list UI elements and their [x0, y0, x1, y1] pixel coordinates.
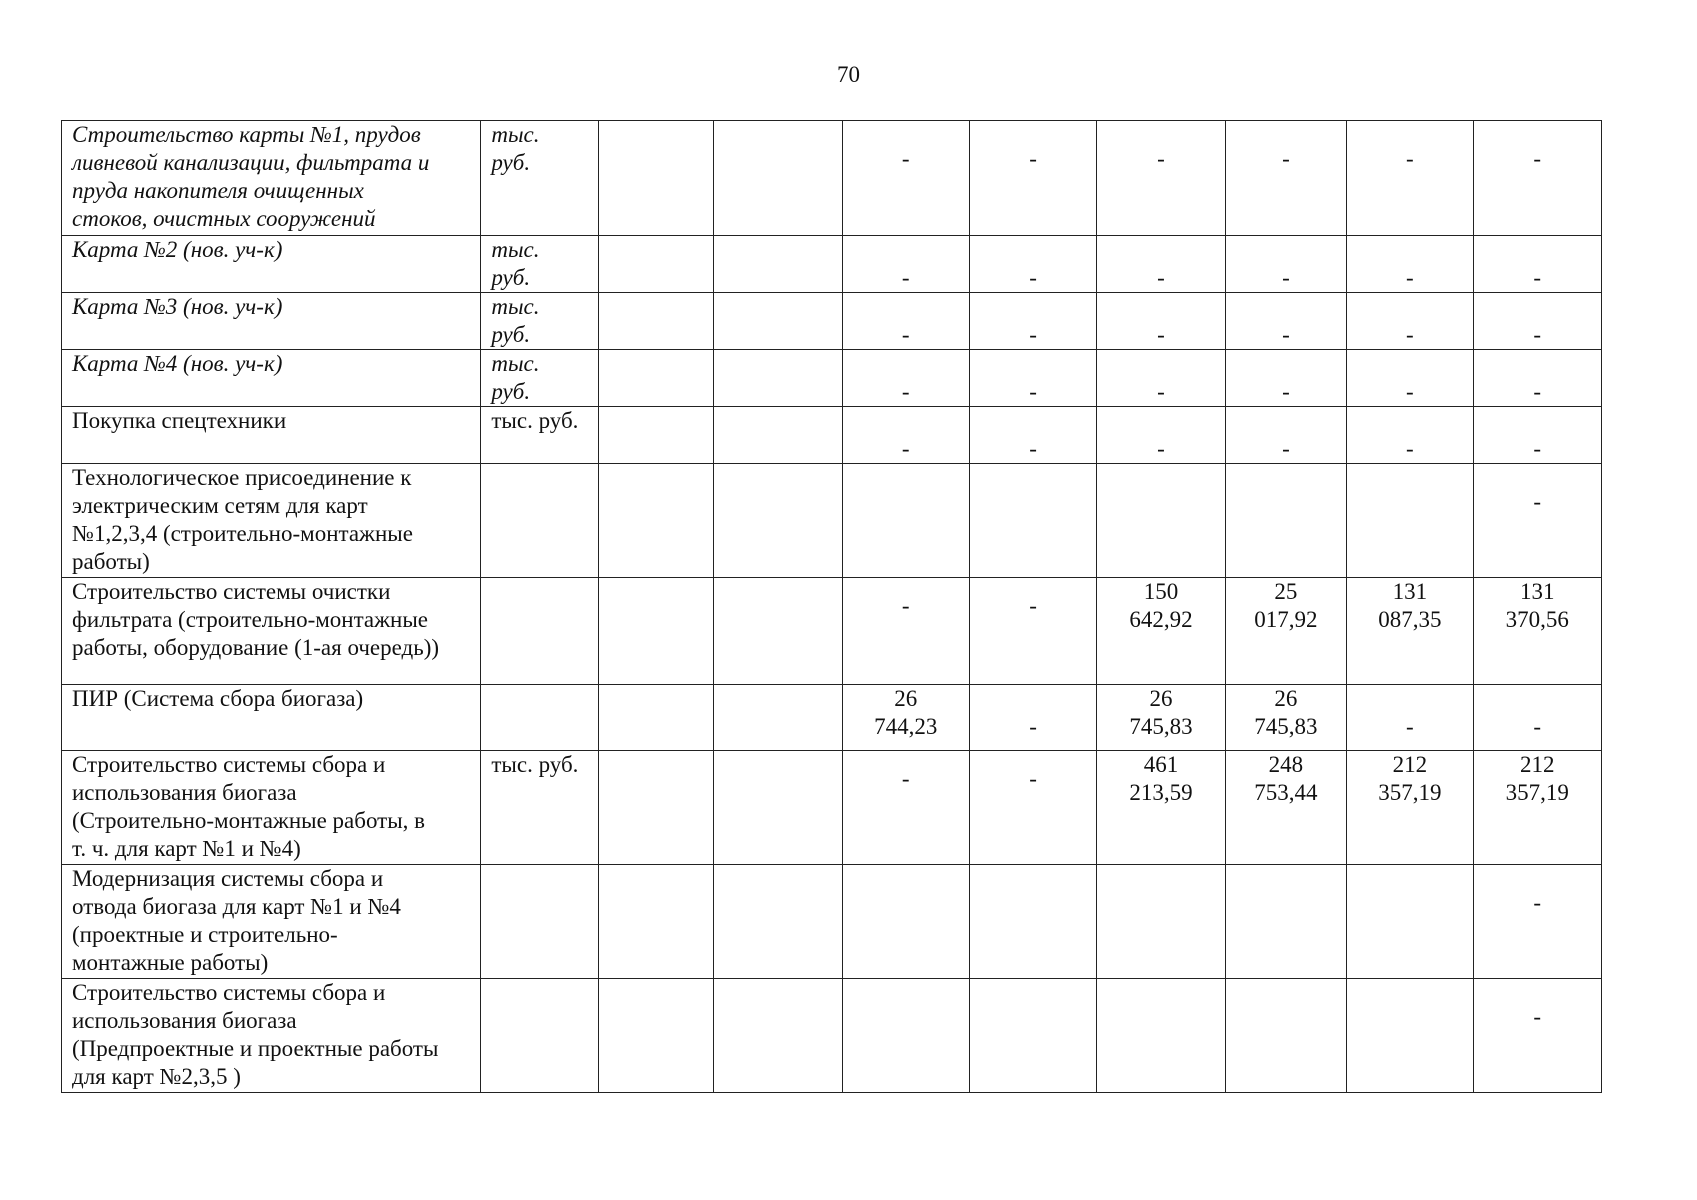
numeric-value: 26 744,23	[874, 686, 938, 739]
row-name-line: (Предпроектные и проектные работы	[72, 1036, 439, 1061]
value-cell	[1097, 685, 1225, 751]
value-cell	[1473, 865, 1601, 979]
row-unit	[481, 464, 598, 578]
row-name	[62, 350, 481, 407]
dash-value: -	[901, 379, 910, 404]
dash-value: -	[1533, 1004, 1542, 1029]
value-cell	[969, 578, 1096, 685]
page-number: 70	[837, 62, 860, 87]
value-cell	[1225, 979, 1346, 1093]
dash-value: -	[1533, 265, 1542, 290]
dash-value: -	[1282, 436, 1290, 461]
row-name-line: работы)	[72, 549, 150, 574]
row-name	[62, 685, 481, 751]
value-cell	[714, 979, 842, 1093]
dash-value: -	[901, 146, 910, 171]
row-name-line: Карта №4 (нов. уч-к)	[72, 351, 283, 376]
value-cell	[598, 121, 713, 236]
value-cell	[714, 121, 842, 236]
row-name-line: Строительство системы очистки	[72, 579, 391, 604]
dash-value: -	[1029, 322, 1037, 347]
dash-value: -	[1029, 436, 1037, 461]
value-cell	[714, 578, 842, 685]
dash-value: -	[901, 322, 910, 347]
row-unit	[481, 293, 598, 350]
dash-value: -	[1533, 146, 1542, 171]
value-cell	[1347, 407, 1473, 464]
value-cell	[1225, 293, 1346, 350]
value-cell	[714, 407, 842, 464]
dash-value: -	[1282, 146, 1290, 171]
value-cell	[598, 751, 713, 865]
table-row	[62, 121, 1602, 236]
row-name-line: т. ч. для карт №1 и №4)	[72, 836, 301, 861]
row-name-line: Покупка спецтехники	[72, 408, 287, 433]
value-cell	[842, 685, 969, 751]
dash-value: -	[1282, 265, 1290, 290]
row-unit-line: руб.	[491, 322, 531, 347]
row-unit-line: тыс. руб.	[491, 408, 579, 433]
numeric-value: 212 357,19	[1378, 752, 1442, 805]
value-cell	[714, 350, 842, 407]
row-name	[62, 865, 481, 979]
table-row	[62, 464, 1602, 578]
value-cell	[714, 236, 842, 293]
value-cell	[969, 236, 1096, 293]
value-cell	[842, 293, 969, 350]
value-cell	[598, 685, 713, 751]
value-cell	[1347, 865, 1473, 979]
table-row	[62, 979, 1602, 1093]
dash-value: -	[1533, 379, 1542, 404]
value-cell	[1347, 236, 1473, 293]
value-cell	[598, 865, 713, 979]
row-name-line: ливневой канализации, фильтрата и	[72, 150, 430, 175]
value-cell	[1473, 578, 1601, 685]
dash-value: -	[1157, 146, 1165, 171]
value-cell	[598, 293, 713, 350]
table-row	[62, 578, 1602, 685]
value-cell	[969, 293, 1096, 350]
value-cell	[1473, 236, 1601, 293]
dash-value: -	[1029, 146, 1037, 171]
value-cell	[598, 578, 713, 685]
value-cell	[842, 350, 969, 407]
value-cell	[1097, 578, 1225, 685]
row-unit	[481, 121, 598, 236]
row-name-line: (проектные и строительно-	[72, 922, 338, 947]
dash-value: -	[1029, 265, 1037, 290]
dash-value: -	[1282, 379, 1290, 404]
table-row	[62, 236, 1602, 293]
row-name-line: использования биогаза	[72, 1008, 297, 1033]
value-cell	[1225, 121, 1346, 236]
row-name-line: электрическим сетям для карт	[72, 493, 368, 518]
dash-value: -	[1533, 489, 1542, 514]
dash-value: -	[1157, 379, 1165, 404]
row-unit	[481, 578, 598, 685]
value-cell	[1225, 464, 1346, 578]
value-cell	[1347, 751, 1473, 865]
value-cell	[1225, 685, 1346, 751]
value-cell	[1347, 464, 1473, 578]
value-cell	[598, 407, 713, 464]
value-cell	[1225, 236, 1346, 293]
row-name	[62, 121, 481, 236]
row-unit-line: тыс.	[491, 122, 540, 147]
row-name-line: пруда накопителя очищенных	[72, 178, 364, 203]
numeric-value: 131 370,56	[1505, 579, 1569, 632]
value-cell	[1473, 293, 1601, 350]
numeric-value: 26 745,83	[1254, 686, 1318, 739]
table-row	[62, 865, 1602, 979]
table-row	[62, 751, 1602, 865]
row-name	[62, 979, 481, 1093]
value-cell	[842, 751, 969, 865]
value-cell	[598, 236, 713, 293]
row-name	[62, 464, 481, 578]
table-row	[62, 350, 1602, 407]
table-body	[62, 121, 1602, 1093]
row-unit-line: руб.	[491, 379, 531, 404]
row-unit	[481, 236, 598, 293]
dash-value: -	[1405, 265, 1414, 290]
dash-value: -	[901, 593, 910, 618]
row-name-line: Карта №2 (нов. уч-к)	[72, 237, 283, 262]
table-row	[62, 685, 1602, 751]
value-cell	[714, 293, 842, 350]
value-cell	[842, 236, 969, 293]
value-cell	[714, 865, 842, 979]
value-cell	[1473, 350, 1601, 407]
value-cell	[1097, 464, 1225, 578]
row-name-line: №1,2,3,4 (строительно-монтажные	[72, 521, 413, 546]
row-unit-line: руб.	[491, 150, 531, 175]
numeric-value: 461 213,59	[1129, 752, 1193, 805]
row-unit	[481, 685, 598, 751]
dash-value: -	[1282, 322, 1290, 347]
value-cell	[1225, 578, 1346, 685]
value-cell	[969, 979, 1096, 1093]
value-cell	[1097, 293, 1225, 350]
table-row	[62, 293, 1602, 350]
row-unit	[481, 865, 598, 979]
value-cell	[714, 751, 842, 865]
numeric-value: 150 642,92	[1129, 579, 1193, 632]
value-cell	[1473, 751, 1601, 865]
dash-value: -	[1029, 379, 1037, 404]
numeric-value: 26 745,83	[1129, 686, 1193, 739]
dash-value: -	[1533, 890, 1542, 915]
value-cell	[714, 685, 842, 751]
value-cell	[1473, 407, 1601, 464]
value-cell	[1097, 751, 1225, 865]
row-name-line: Технологическое присоединение к	[72, 465, 412, 490]
value-cell	[1097, 407, 1225, 464]
row-unit-line: тыс.	[491, 237, 540, 262]
row-name-line: стоков, очистных сооружений	[72, 206, 376, 231]
row-name	[62, 578, 481, 685]
numeric-value: 25 017,92	[1254, 579, 1318, 632]
value-cell	[714, 464, 842, 578]
row-name	[62, 407, 481, 464]
numeric-value: 131 087,35	[1378, 579, 1442, 632]
dash-value: -	[901, 766, 910, 791]
numeric-value: 248 753,44	[1254, 752, 1318, 805]
value-cell	[1097, 236, 1225, 293]
row-name-line: ПИР (Система сбора биогаза)	[72, 686, 364, 711]
value-cell	[1347, 578, 1473, 685]
row-unit	[481, 350, 598, 407]
value-cell	[1225, 751, 1346, 865]
value-cell	[1347, 979, 1473, 1093]
value-cell	[969, 407, 1096, 464]
row-unit	[481, 407, 598, 464]
value-cell	[969, 751, 1096, 865]
row-unit-line: тыс.	[491, 351, 540, 376]
dash-value: -	[1405, 714, 1414, 739]
row-name	[62, 751, 481, 865]
dash-value: -	[1405, 146, 1414, 171]
dash-value: -	[1029, 766, 1037, 791]
value-cell	[842, 865, 969, 979]
row-unit-line: тыс. руб.	[491, 752, 579, 777]
value-cell	[842, 464, 969, 578]
row-name-line: отвода биогаза для карт №1 и №4	[72, 894, 401, 919]
value-cell	[598, 979, 713, 1093]
value-cell	[969, 121, 1096, 236]
row-name-line: Строительство карты №1, прудов	[72, 122, 421, 147]
value-cell	[1473, 464, 1601, 578]
dash-value: -	[1029, 593, 1037, 618]
row-name	[62, 293, 481, 350]
row-unit	[481, 751, 598, 865]
dash-value: -	[1405, 436, 1414, 461]
dash-value: -	[1533, 322, 1542, 347]
value-cell	[842, 407, 969, 464]
row-name-line: для карт №2,3,5 )	[72, 1064, 241, 1089]
value-cell	[842, 578, 969, 685]
value-cell	[1225, 350, 1346, 407]
value-cell	[1347, 685, 1473, 751]
row-name-line: Модернизация системы сбора и	[72, 866, 384, 891]
dash-value: -	[901, 265, 910, 290]
dash-value: -	[1533, 436, 1542, 461]
value-cell	[1473, 979, 1601, 1093]
table-row	[62, 407, 1602, 464]
value-cell	[1225, 407, 1346, 464]
dash-value: -	[1405, 322, 1414, 347]
dash-value: -	[1157, 322, 1165, 347]
dash-value: -	[901, 436, 910, 461]
numeric-value: 212 357,19	[1505, 752, 1569, 805]
row-name-line: Строительство системы сбора и	[72, 752, 386, 777]
value-cell	[1347, 121, 1473, 236]
dash-value: -	[1157, 265, 1165, 290]
row-name-line: использования биогаза	[72, 780, 297, 805]
row-unit-line: руб.	[491, 265, 531, 290]
value-cell	[598, 350, 713, 407]
row-name-line: работы, оборудование (1-ая очередь))	[72, 635, 440, 660]
value-cell	[969, 464, 1096, 578]
value-cell	[1097, 121, 1225, 236]
value-cell	[1097, 865, 1225, 979]
value-cell	[1347, 350, 1473, 407]
value-cell	[842, 121, 969, 236]
row-name-line: (Строительно-монтажные работы, в	[72, 808, 426, 833]
dash-value: -	[1533, 714, 1542, 739]
row-name-line: фильтрата (строительно-монтажные	[72, 607, 429, 632]
row-name-line: Карта №3 (нов. уч-к)	[72, 294, 283, 319]
value-cell	[1473, 685, 1601, 751]
row-name-line: Строительство системы сбора и	[72, 980, 386, 1005]
investment-table	[61, 120, 1602, 1093]
value-cell	[969, 685, 1096, 751]
row-name-line: монтажные работы)	[72, 950, 269, 975]
row-unit	[481, 979, 598, 1093]
value-cell	[1473, 121, 1601, 236]
value-cell	[969, 865, 1096, 979]
value-cell	[1225, 865, 1346, 979]
value-cell	[842, 979, 969, 1093]
value-cell	[969, 350, 1096, 407]
dash-value: -	[1405, 379, 1414, 404]
row-unit-line: тыс.	[491, 294, 540, 319]
dash-value: -	[1157, 436, 1165, 461]
dash-value: -	[1029, 714, 1037, 739]
row-name	[62, 236, 481, 293]
value-cell	[1347, 293, 1473, 350]
value-cell	[598, 464, 713, 578]
value-cell	[1097, 979, 1225, 1093]
value-cell	[1097, 350, 1225, 407]
